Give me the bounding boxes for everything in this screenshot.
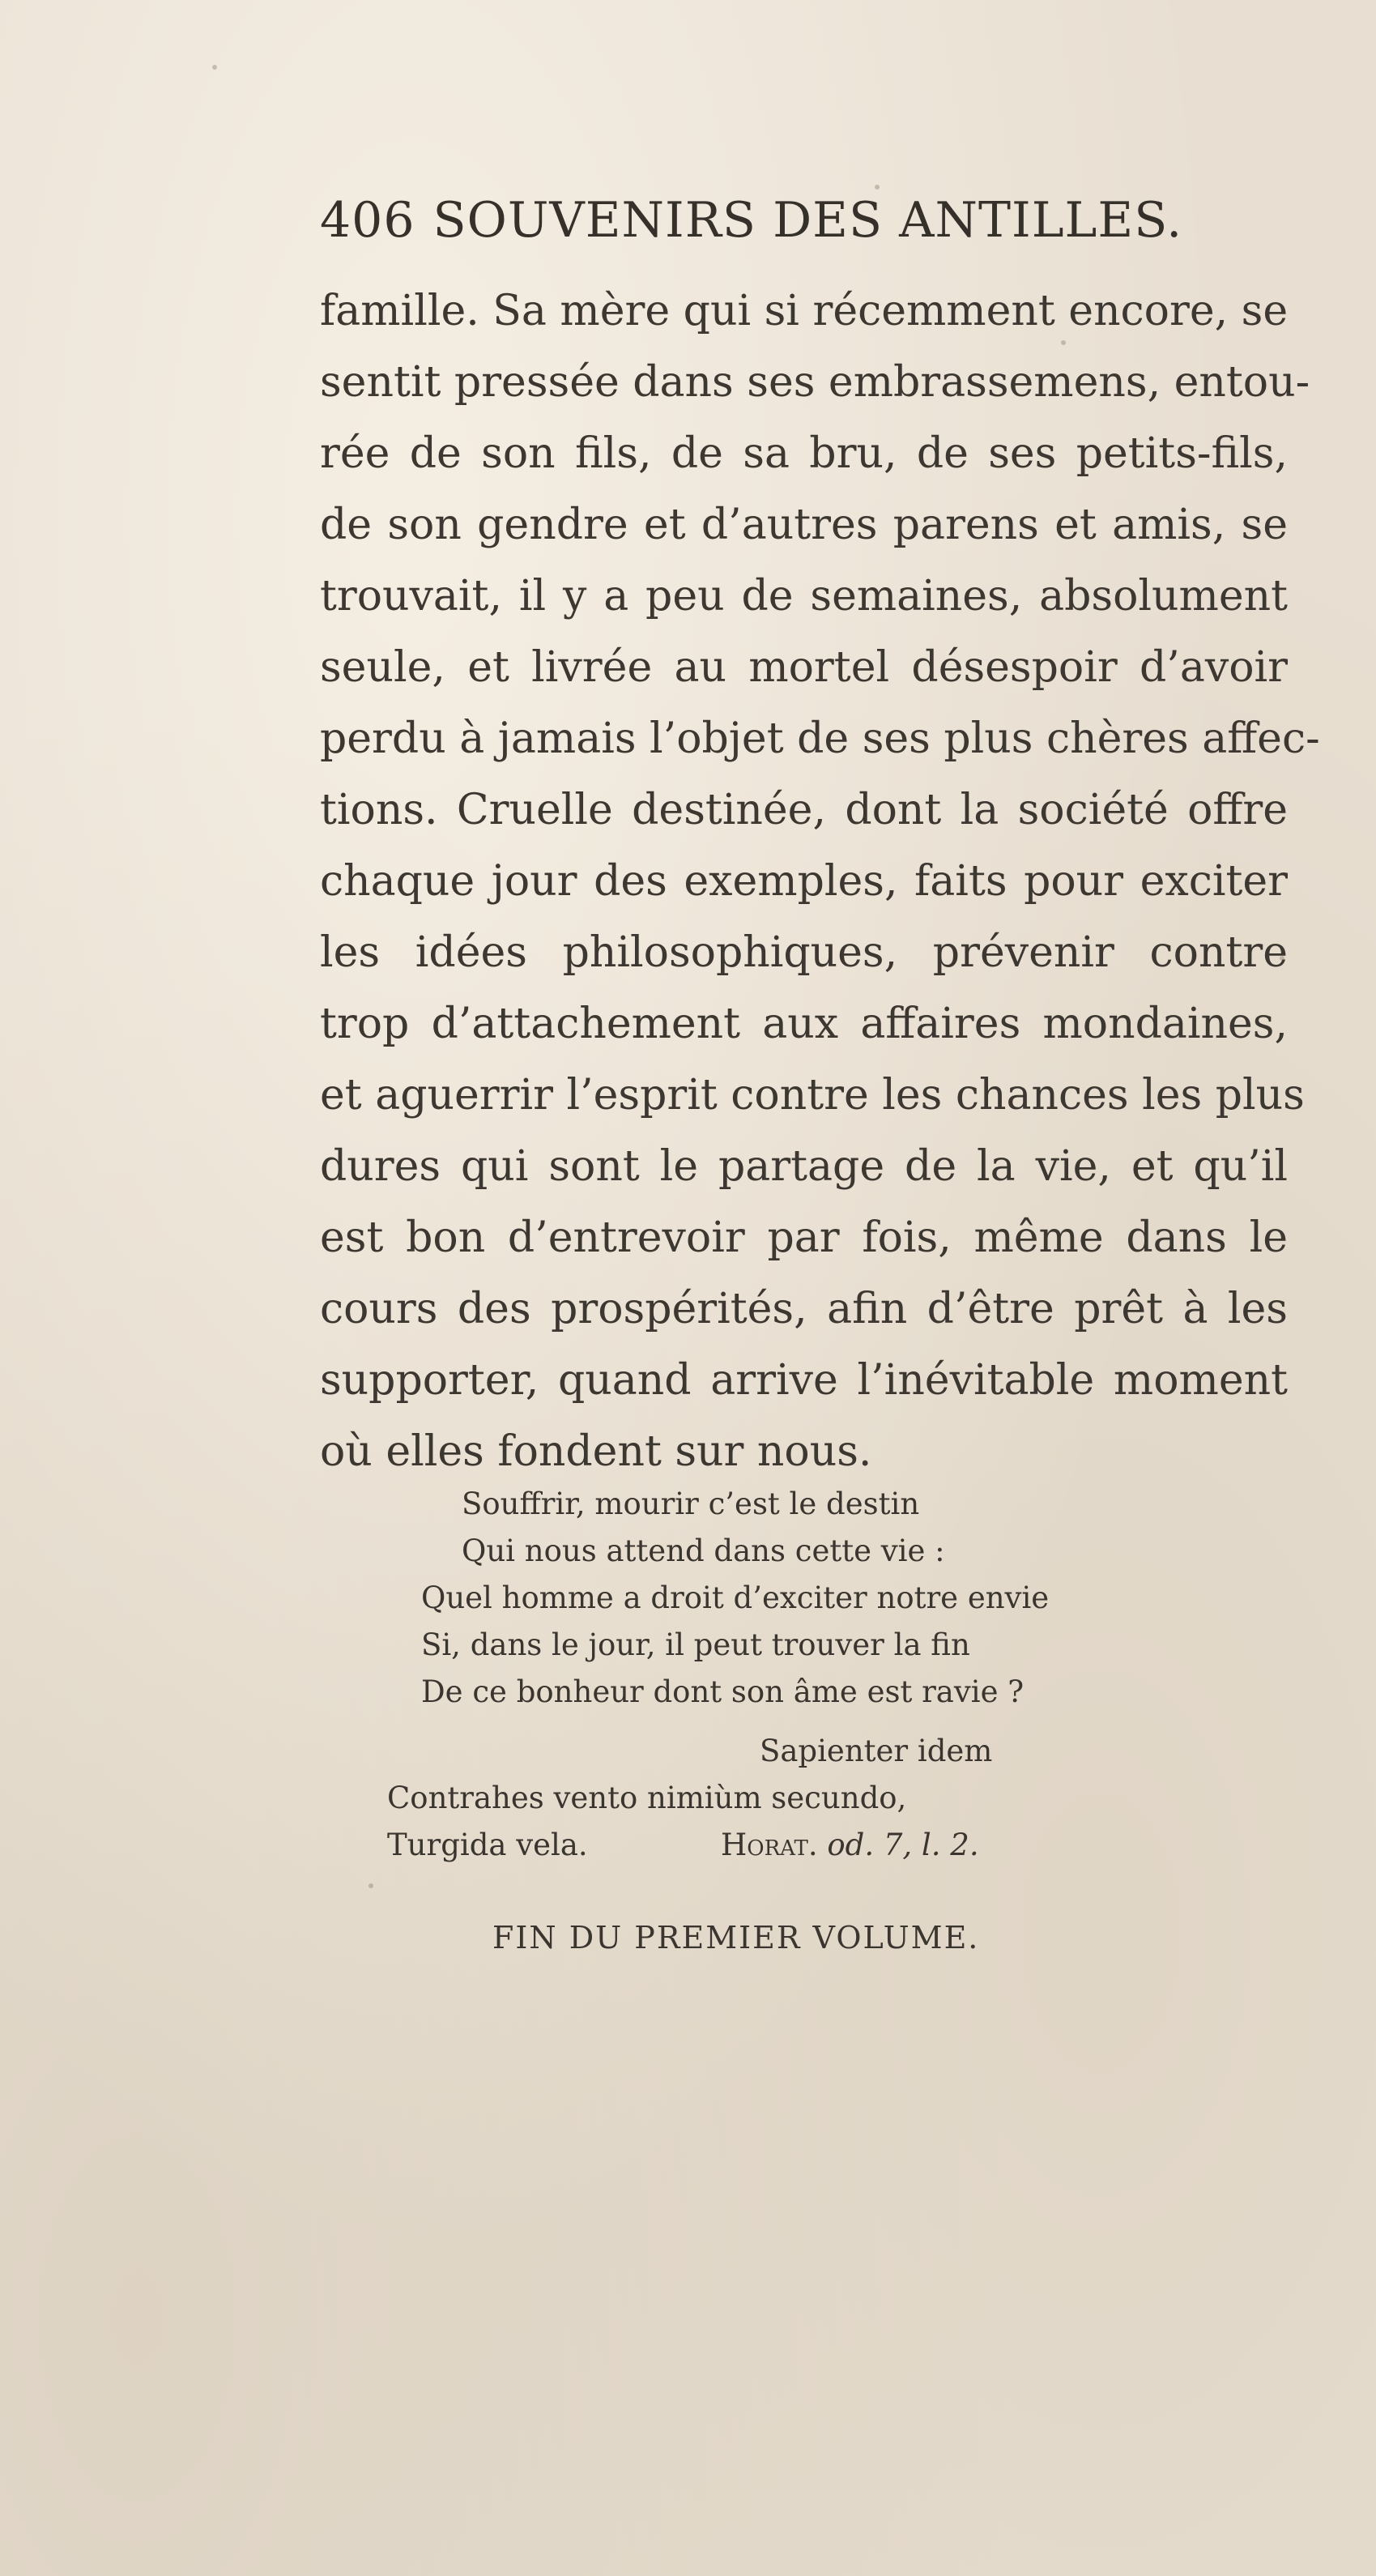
text-line: trouvait, il y a peu de semaines, absolument (320, 572, 1288, 621)
text-line: de son gendre et d’autres parens et amis, se (320, 501, 1288, 549)
latin-line: Contrahes vento nimiùm secundo, (387, 1781, 907, 1815)
verse-quote (421, 1481, 1150, 1716)
paper-speck (1280, 956, 1284, 961)
text-line: supporter, quand arrive l’inévitable moment (320, 1356, 1288, 1405)
text-line: les idées philosophiques, prévenir contre (320, 928, 1288, 977)
latin-line: Turgida vela. (387, 1828, 588, 1862)
source-author: Horat. (721, 1828, 818, 1862)
text-line: est bon d’entrevoir par fois, même dans le (320, 1213, 1288, 1262)
verse-line: Qui nous attend dans cette vie : (462, 1533, 945, 1568)
text-line: où elles fondent sur nous. (320, 1427, 872, 1476)
verse-line: Si, dans le jour, il peut trouver la fin (421, 1627, 970, 1662)
text-line: seule, et livrée au mortel désespoir d’avoir (320, 643, 1288, 692)
body-paragraph (320, 275, 1320, 1487)
text-line: dures qui sont le partage de la vie, et qu’il (320, 1142, 1288, 1191)
paper-speck (212, 65, 217, 70)
paper-speck (875, 185, 880, 190)
text-line: cours des prospérités, afin d’être prêt à les (320, 1285, 1288, 1333)
text-line: chaque jour des exemples, faits pour exciter (320, 857, 1288, 906)
colophon: FIN DU PREMIER VOLUME. (492, 1920, 980, 1955)
text-line: tions. Cruelle destinée, dont la société offre (320, 786, 1288, 834)
page-number: 406 (320, 192, 415, 249)
verse-line: De ce bonheur dont son âme est ravie ? (421, 1674, 1025, 1709)
verse-line: Souffrir, mourir c’est le destin (462, 1486, 920, 1521)
text-line: et aguerrir l’esprit contre les chances les plus (320, 1071, 1305, 1120)
running-header (320, 188, 1183, 253)
text-line: perdu à jamais l’objet de ses plus chères affec- (320, 714, 1320, 763)
verse-line: Quel homme a droit d’exciter notre envie (421, 1580, 1050, 1615)
text-line: famille. Sa mère qui si récemment encore, se (320, 287, 1289, 335)
text-line: rée de son fils, de sa bru, de ses petits-fils, (320, 429, 1288, 478)
text-line: sentit pressée dans ses embrassemens, entou- (320, 358, 1310, 407)
latin-source (721, 1822, 979, 1869)
paper-speck (1061, 340, 1066, 345)
paper-speck (368, 1883, 373, 1888)
source-reference: od. 7, l. 2. (827, 1828, 979, 1862)
latin-line: Sapienter idem (760, 1734, 993, 1768)
latin-quote (387, 1728, 1116, 1869)
running-title: SOUVENIRS DES ANTILLES. (432, 192, 1183, 249)
text-line: trop d’attachement aux affaires mondaines, (320, 1000, 1288, 1048)
